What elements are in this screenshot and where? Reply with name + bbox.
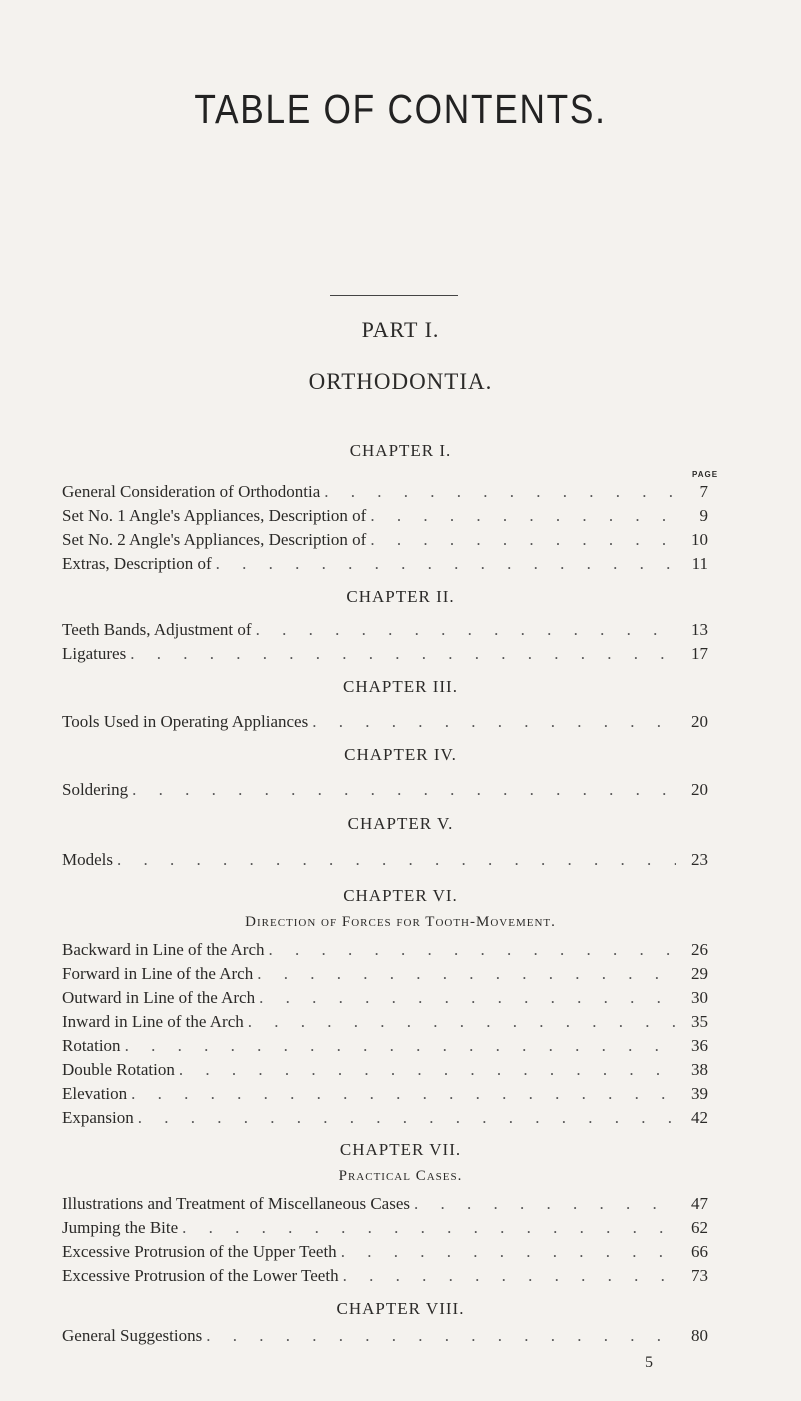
entry-page: 9 — [699, 506, 708, 525]
leader-dots — [341, 1242, 676, 1262]
toc-entry[interactable] — [62, 530, 708, 554]
book-title: ORTHODONTIA. — [308, 369, 493, 394]
toc-entry[interactable] — [62, 554, 708, 578]
entry-page: 62 — [691, 1218, 708, 1237]
entry-title: Expansion — [62, 1108, 134, 1127]
entry-title: Illustrations and Treatment of Miscellaneous Cases — [62, 1194, 410, 1213]
toc-entry[interactable] — [62, 644, 708, 668]
leader-dots — [370, 530, 676, 550]
entry-page: 7 — [699, 482, 708, 501]
entry-page: 17 — [691, 644, 708, 663]
entry-page: 20 — [691, 780, 708, 799]
leader-dots — [414, 1194, 676, 1214]
entry-page: 42 — [691, 1108, 708, 1127]
toc-entry[interactable] — [62, 1218, 708, 1242]
toc-entry[interactable] — [62, 620, 708, 644]
entry-title: Inward in Line of the Arch — [62, 1012, 244, 1031]
page-column-label: PAGE — [692, 470, 719, 479]
entry-page: 38 — [691, 1060, 708, 1079]
toc-entry[interactable] — [62, 1108, 708, 1132]
entry-page: 13 — [691, 620, 708, 639]
entry-page: 11 — [691, 554, 708, 573]
entry-page: 73 — [691, 1266, 708, 1285]
chapter-5-heading: CHAPTER V. — [347, 814, 454, 833]
leader-dots — [216, 554, 676, 574]
entry-title: Excessive Protrusion of the Lower Teeth — [62, 1266, 339, 1285]
entry-page: 23 — [691, 850, 708, 869]
entry-title: Backward in Line of the Arch — [62, 940, 265, 959]
entry-title: General Consideration of Orthodontia — [62, 482, 321, 501]
chapter-3-heading: CHAPTER III. — [343, 677, 458, 696]
entry-title: Excessive Protrusion of the Upper Teeth — [62, 1242, 337, 1261]
toc-entry[interactable] — [62, 780, 708, 804]
part-heading: PART I. — [361, 317, 440, 342]
entry-title: Tools Used in Operating Appliances — [62, 712, 309, 731]
chapter-8-heading: CHAPTER VIII. — [336, 1299, 465, 1318]
chapter-6-heading: CHAPTER VI. — [343, 886, 458, 905]
leader-dots — [257, 964, 676, 984]
entry-title: Jumping the Bite — [62, 1218, 179, 1237]
toc-entry[interactable] — [62, 1242, 708, 1266]
entry-page: 36 — [691, 1036, 708, 1055]
entry-title: Soldering — [62, 780, 129, 799]
toc-entry[interactable] — [62, 712, 708, 736]
toc-entry[interactable] — [62, 1266, 708, 1290]
entry-title: Models — [62, 850, 113, 869]
entry-page: 80 — [691, 1326, 708, 1345]
entry-title: Forward in Line of the Arch — [62, 964, 254, 983]
toc-entry[interactable] — [62, 1326, 708, 1350]
leader-dots — [206, 1326, 676, 1346]
toc-entry[interactable] — [62, 988, 708, 1012]
page-title: TABLE OF CONTENTS. — [194, 86, 607, 132]
entry-page: 39 — [691, 1084, 708, 1103]
entry-title: Elevation — [62, 1084, 128, 1103]
entry-title: General Suggestions — [62, 1326, 203, 1345]
leader-dots — [182, 1218, 676, 1238]
entry-page: 47 — [691, 1194, 708, 1213]
toc-entry[interactable] — [62, 964, 708, 988]
toc-entry[interactable] — [62, 1084, 708, 1108]
entry-title: Teeth Bands, Adjustment of — [62, 620, 252, 639]
leader-dots — [312, 712, 676, 732]
toc-entry[interactable] — [62, 1012, 708, 1036]
chapter-6-subtitle: Direction of Forces for Tooth-Movement. — [245, 914, 556, 930]
toc-entry[interactable] — [62, 1060, 708, 1084]
page-number: 5 — [645, 1354, 653, 1371]
toc-entry[interactable] — [62, 1194, 708, 1218]
entry-page: 26 — [691, 940, 708, 959]
entry-page: 35 — [691, 1012, 708, 1031]
chapter-4-heading: CHAPTER IV. — [344, 745, 457, 764]
toc-entry[interactable] — [62, 1036, 708, 1060]
leader-dots — [130, 644, 676, 664]
leader-dots — [370, 506, 676, 526]
entry-page: 30 — [691, 988, 708, 1007]
entry-title: Extras, Description of — [62, 554, 212, 573]
entry-title: Ligatures — [62, 644, 127, 663]
divider-rule — [330, 295, 458, 296]
toc-entry[interactable] — [62, 940, 708, 964]
toc-entry[interactable] — [62, 850, 708, 874]
leader-dots — [259, 988, 676, 1008]
entry-title: Double Rotation — [62, 1060, 175, 1079]
entry-page: 10 — [691, 530, 708, 549]
leader-dots — [131, 1084, 676, 1104]
leader-dots — [179, 1060, 676, 1080]
chapter-2-heading: CHAPTER II. — [346, 587, 455, 606]
leader-dots — [256, 620, 676, 640]
leader-dots — [343, 1266, 676, 1286]
leader-dots — [125, 1036, 676, 1056]
entry-title: Rotation — [62, 1036, 121, 1055]
entry-page: 20 — [691, 712, 708, 731]
chapter-7-subtitle: Practical Cases. — [338, 1168, 463, 1184]
entry-title: Set No. 2 Angle's Appliances, Description of — [62, 530, 367, 549]
chapter-1-heading: CHAPTER I. — [349, 441, 452, 460]
toc-entry[interactable] — [62, 506, 708, 530]
toc-entry[interactable] — [62, 482, 708, 506]
entry-page: 29 — [691, 964, 708, 983]
entry-page: 66 — [691, 1242, 708, 1261]
entry-title: Set No. 1 Angle's Appliances, Description of — [62, 506, 367, 525]
leader-dots — [117, 850, 676, 870]
entry-title: Outward in Line of the Arch — [62, 988, 256, 1007]
leader-dots — [138, 1108, 676, 1128]
leader-dots — [324, 482, 676, 502]
chapter-7-heading: CHAPTER VII. — [339, 1140, 462, 1159]
leader-dots — [269, 940, 676, 960]
leader-dots — [132, 780, 676, 800]
leader-dots — [248, 1012, 676, 1032]
